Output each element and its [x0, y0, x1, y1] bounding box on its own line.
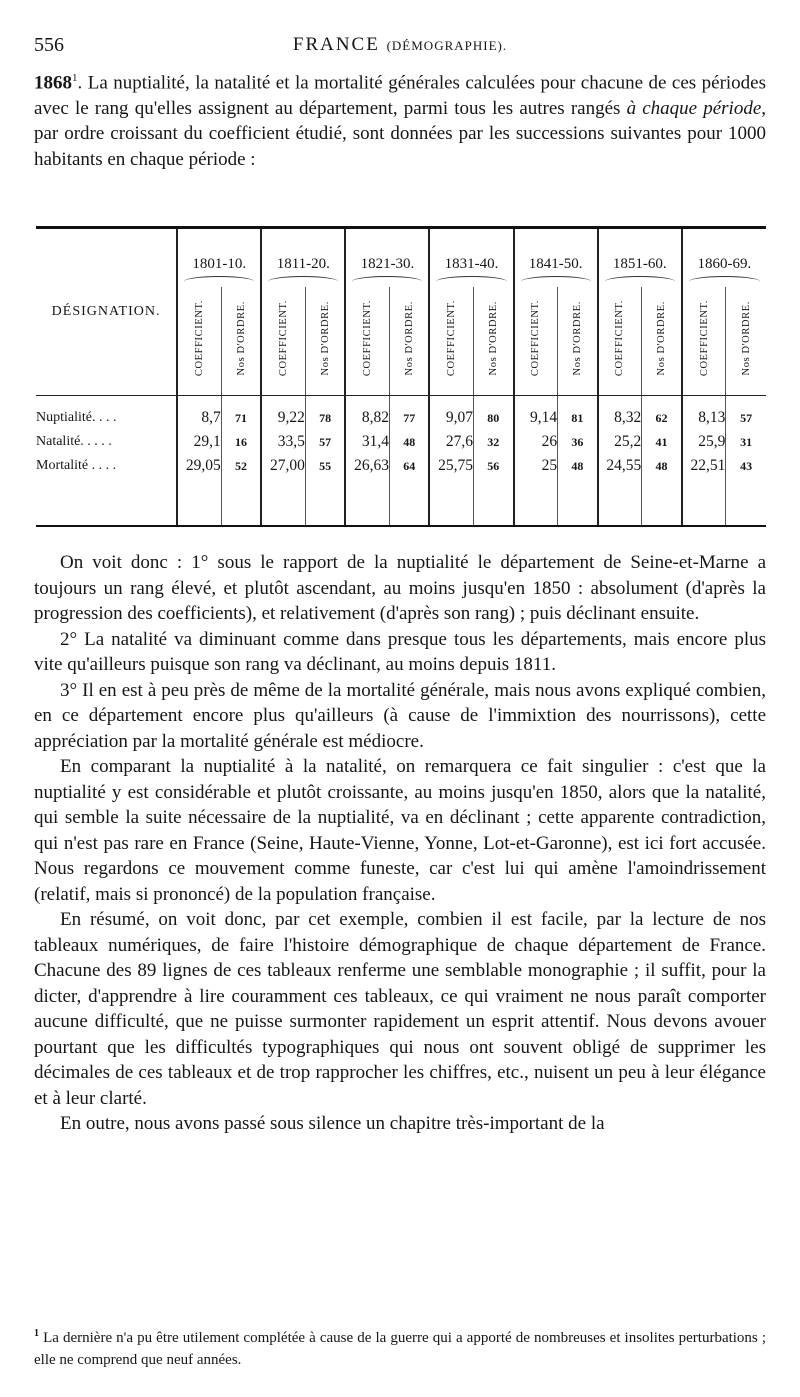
brace-mark [184, 276, 254, 287]
coefficient-header: COEFFICIENT. [682, 287, 726, 396]
coefficient-cell: 27,6 [429, 430, 473, 454]
rank-cell: 55 [305, 454, 345, 478]
coefficient-cell: 33,5 [261, 430, 305, 454]
period-header [345, 229, 429, 287]
rank-cell: 62 [642, 396, 682, 431]
period-header [598, 229, 682, 287]
body-paragraph: 3° Il en est à peu près de même de la mortalité générale, mais nous avons expliqué combien, en ce département encore plus qu'ailleurs (à cause de l'immixtion des nourrissons), cette appréciation par la mortalité générale est médiocre. [34, 679, 766, 752]
rank-cell: 52 [221, 454, 261, 478]
coefficient-header: COEFFICIENT. [345, 287, 389, 396]
coefficient-header: COEFFICIENT. [514, 287, 558, 396]
brace-mark [436, 276, 506, 287]
rank-header: Nos D'ORDRE. [474, 287, 514, 396]
footnote [34, 1323, 766, 1371]
coefficient-cell: 8,82 [345, 396, 389, 431]
table-filler-row [36, 478, 766, 525]
coefficient-header: COEFFICIENT. [598, 287, 642, 396]
coefficient-cell: 26,63 [345, 454, 389, 478]
brace-mark [689, 276, 760, 287]
intro-text-b: par ordre croissant du coefficient étudié, sont données par les successions suivantes pour 1000 habitants en chaque période : [34, 123, 766, 170]
filler-cell [558, 478, 598, 525]
coefficient-cell: 26 [514, 430, 558, 454]
coefficient-cell: 27,00 [261, 454, 305, 478]
filler-cell [429, 478, 473, 525]
rank-header: Nos D'ORDRE. [726, 287, 766, 396]
filler-cell [261, 478, 305, 525]
body-text [34, 550, 766, 1137]
period-label: 1801-10. [192, 256, 247, 272]
coefficient-cell: 29,1 [177, 430, 221, 454]
running-title-main: FRANCE [292, 34, 380, 55]
filler-cell [345, 478, 389, 525]
rank-cell: 57 [726, 396, 766, 431]
period-label: 1811-20. [276, 256, 330, 272]
brace-mark [605, 276, 675, 287]
body-paragraph: En comparant la nuptialité à la natalité, on remarquera ce fait singulier : c'est que la nuptialité y est considérable et plutôt croissante, au moins jusqu'en 1850, alors que la natalité, qui semble la suite nécessaire de la nuptialité, va en déclinant ; cette apparente contradiction, qui n'est pas rare en France (Seine, Haute-Vienne, Yonne, Lot-et-Garonne), est ici fort accusée. Nous regardons ce mouvement comme funeste, car c'est lui qui amène l'amoindrissement (relatif, mais si prononcé) de la population française. [34, 756, 766, 905]
coefficient-cell: 25,9 [682, 430, 726, 454]
period-header [177, 229, 261, 287]
brace-mark [521, 276, 591, 287]
body-paragraph: 2° La natalité va diminuant comme dans presque tous les départements, mais encore plus vite qu'ailleurs puisque son rang va déclinant, au moins depuis 1811. [34, 628, 766, 675]
rank-cell: 48 [389, 430, 429, 454]
period-label: 1851-60. [612, 256, 667, 272]
running-title-sub: (DÉMOGRAPHIE). [386, 38, 508, 53]
period-header [682, 229, 766, 287]
coefficient-cell: 29,05 [177, 454, 221, 478]
rank-cell: 41 [642, 430, 682, 454]
row-label: Natalité. . . . . [36, 434, 112, 449]
coefficient-cell: 24,55 [598, 454, 642, 478]
filler-cell [642, 478, 682, 525]
rank-cell: 56 [474, 454, 514, 478]
coefficient-cell: 9,14 [514, 396, 558, 431]
body-paragraph: En résumé, on voit donc, par cet exemple, combien il est facile, par la lecture de nos tableaux numériques, de faire l'histoire démographique de chaque département de France. Chacune des 89 lignes de ces tableaux renferme une semblable monographie ; il suffit, pour la dicter, d'apprendre à lire couramment ces tableaux, ce qui vraiment ne nous paraît comporter aucune difficulté, que ne puisse surmonter rapidement un esprit attentif. Nous devons avouer pourtant que les difficultés typographiques qui nous ont souvent obligé de supprimer les décimales de ces tableaux et de trop rapprocher les chiffres, etc., nuisent un peu à leur élégance et à leur clarté. [34, 909, 766, 1109]
coefficient-cell: 31,4 [345, 430, 389, 454]
rank-header: Nos D'ORDRE. [642, 287, 682, 396]
table-row [36, 396, 766, 431]
filler-cell [474, 478, 514, 525]
coefficient-cell: 8,32 [598, 396, 642, 431]
row-label: Mortalité . . . . [36, 458, 117, 473]
period-header [261, 229, 345, 287]
rank-cell: 36 [558, 430, 598, 454]
period-header [429, 229, 513, 287]
filler-cell [389, 478, 429, 525]
filler-cell [598, 478, 642, 525]
filler-cell [177, 478, 221, 525]
running-title [34, 34, 766, 56]
rank-cell: 64 [389, 454, 429, 478]
rank-header: Nos D'ORDRE. [221, 287, 261, 396]
page-number: 556 [34, 34, 64, 56]
period-header-row [36, 229, 766, 287]
body-paragraph: En outre, nous avons passé sous silence un chapitre très-important de la [60, 1113, 605, 1134]
rank-cell: 48 [642, 454, 682, 478]
statistics-grid [36, 229, 766, 525]
coefficient-header: COEFFICIENT. [261, 287, 305, 396]
rank-cell: 81 [558, 396, 598, 431]
coefficient-cell: 25 [514, 454, 558, 478]
table-row [36, 454, 766, 478]
coefficient-cell: 25,2 [598, 430, 642, 454]
rank-cell: 16 [221, 430, 261, 454]
designation-header: DÉSIGNATION. [36, 229, 177, 396]
footnote-marker: 1 [34, 1328, 39, 1339]
rank-header: Nos D'ORDRE. [389, 287, 429, 396]
rank-cell: 31 [726, 430, 766, 454]
statistics-table [36, 226, 766, 527]
period-label: 1841-50. [528, 256, 583, 272]
filler-cell [305, 478, 345, 525]
rank-cell: 78 [305, 396, 345, 431]
coefficient-cell: 8,7 [177, 396, 221, 431]
coefficient-header: COEFFICIENT. [177, 287, 221, 396]
brace-mark [268, 276, 338, 287]
coefficient-cell: 25,75 [429, 454, 473, 478]
filler-cell [514, 478, 558, 525]
rank-cell: 57 [305, 430, 345, 454]
rank-cell: 77 [389, 396, 429, 431]
intro-text-a: . La nuptialité, la natalité et la mortalité générales calculées pour chacune de ces périodes avec le rang qu'elles assignent au département, parmi tous les autres rangés [34, 72, 766, 119]
coefficient-cell: 22,51 [682, 454, 726, 478]
rank-header: Nos D'ORDRE. [305, 287, 345, 396]
rank-cell: 48 [558, 454, 598, 478]
period-label: 1860-69. [697, 256, 752, 272]
coefficient-header: COEFFICIENT. [429, 287, 473, 396]
rank-header: Nos D'ORDRE. [558, 287, 598, 396]
intro-emphasis: à chaque période, [626, 97, 767, 119]
rank-cell: 71 [221, 396, 261, 431]
rank-cell: 43 [726, 454, 766, 478]
rank-cell: 32 [474, 430, 514, 454]
row-label: Nuptialité. . . . [36, 410, 117, 425]
body-paragraph: On voit donc : 1° sous le rapport de la nuptialité le département de Seine-et-Marne a toujours un rang élevé, et plutôt ascendant, au moins jusqu'en 1850 : absolument (d'après la progression des coefficients), et relativement (d'après son rang) ; puis déclinant ensuite. [34, 552, 766, 624]
table-row [36, 430, 766, 454]
filler-cell [726, 478, 766, 525]
intro-paragraph [34, 66, 766, 172]
brace-mark [352, 276, 422, 287]
footnote-text: La dernière n'a pu être utilement complétée à cause de la guerre qui a apporté de nombreuses et insolites perturbations ; elle ne comprend que neuf années. [34, 1330, 767, 1368]
page-header [34, 34, 766, 60]
coefficient-cell: 8,13 [682, 396, 726, 431]
period-header [514, 229, 598, 287]
period-label: 1831-40. [444, 256, 499, 272]
intro-year: 1868 [34, 72, 72, 94]
coefficient-cell: 9,22 [261, 396, 305, 431]
rank-cell: 80 [474, 396, 514, 431]
filler-cell [36, 478, 177, 525]
filler-cell [682, 478, 726, 525]
coefficient-cell: 9,07 [429, 396, 473, 431]
period-label: 1821-30. [360, 256, 415, 272]
filler-cell [221, 478, 261, 525]
footnote-ref[interactable]: 1 [72, 72, 78, 84]
